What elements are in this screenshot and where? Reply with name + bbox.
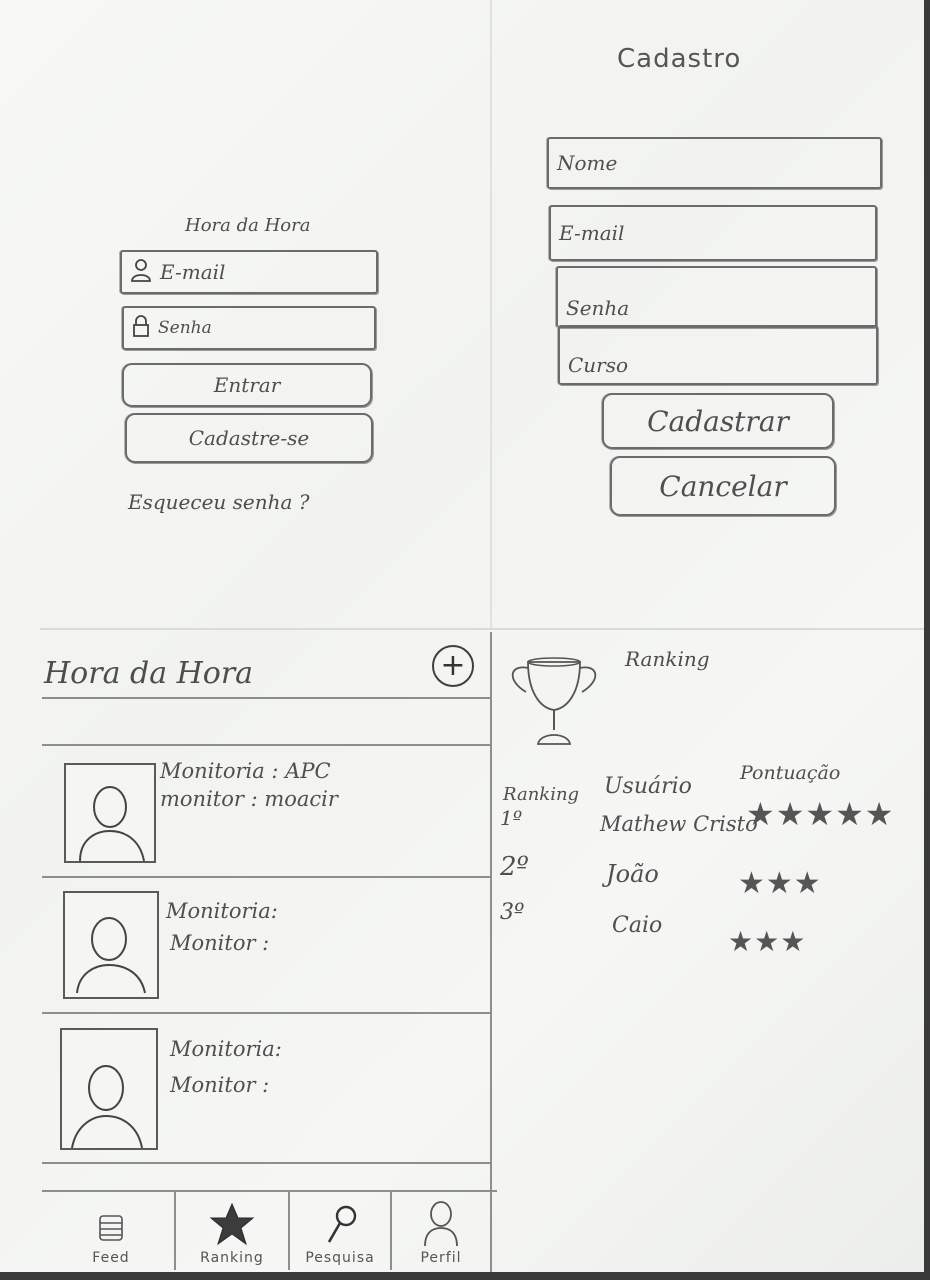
card-monitoria: Monitoria: [170,1037,282,1061]
login-title: Hora da Hora [185,215,311,236]
lock-icon [132,315,150,342]
avatar [63,891,159,999]
rank-user: Mathew Cristo [600,812,758,836]
signup-email-field[interactable]: E-mail [549,205,877,261]
cancel-button[interactable]: Cancelar [610,456,836,516]
tab-profile[interactable] [392,1192,490,1270]
tab-feed-label: Feed [92,1250,130,1266]
profile-icon [421,1200,461,1250]
tab-profile-label: Perfil [420,1250,462,1266]
card-divider [42,1012,492,1014]
card-monitor: Monitor : [170,1073,270,1097]
login-password-field[interactable] [122,306,376,350]
paper-fold-horizontal [40,628,924,630]
user-icon [130,258,152,287]
signup-button[interactable]: Cadastre-se [125,413,373,463]
avatar [64,763,156,863]
rank-position: 3º [500,900,525,925]
tab-ranking-label: Ranking [200,1250,264,1266]
rank-position: 2º [500,852,529,882]
card-monitor: Monitor : [170,931,270,955]
feed-header-divider [42,697,492,699]
forgot-password-link[interactable]: Esqueceu senha ? [128,490,310,514]
ranking-title: Ranking [625,647,710,671]
tab-search-label: Pesquisa [305,1250,375,1266]
login-email-field[interactable] [120,250,378,294]
paper-fold-vertical [490,0,492,628]
feed-icon [98,1214,124,1246]
col-header-score: Pontuação [740,762,841,784]
star-icon [209,1202,255,1250]
signup-password-field[interactable]: Senha [556,266,877,328]
tab-search[interactable] [290,1192,390,1270]
rank-user: Caio [612,913,663,938]
search-icon [320,1204,360,1250]
rank-user: João [606,860,659,888]
tab-feed[interactable] [48,1192,174,1270]
col-header-user: Usuário [604,774,692,799]
rank-stars: ★★★ [738,866,822,901]
add-icon[interactable]: + [432,645,474,687]
name-field[interactable]: Nome [547,137,882,189]
feed-divider [42,744,492,746]
screen-divider [490,632,492,1272]
rank-position: 1º [500,806,523,830]
col-header-rank: Ranking [503,784,580,805]
signup-title: Cadastro [617,44,742,74]
course-field[interactable]: Curso [558,325,878,385]
login-button[interactable]: Entrar [122,363,372,407]
card-monitor: monitor : moacir [160,787,338,811]
login-password-placeholder: Senha [158,318,212,338]
card-divider [42,1162,492,1164]
trophy-icon [500,652,608,754]
rank-stars: ★★★★★ [746,795,895,833]
avatar [60,1028,158,1150]
register-button[interactable]: Cadastrar [602,393,834,449]
feed-title: Hora da Hora [44,656,254,691]
card-divider [42,876,492,878]
login-email-placeholder: E-mail [160,260,226,284]
rank-stars: ★★★ [728,925,807,958]
card-monitoria: Monitoria : APC [160,759,331,783]
tab-ranking[interactable] [176,1192,288,1270]
card-monitoria: Monitoria: [166,899,278,923]
